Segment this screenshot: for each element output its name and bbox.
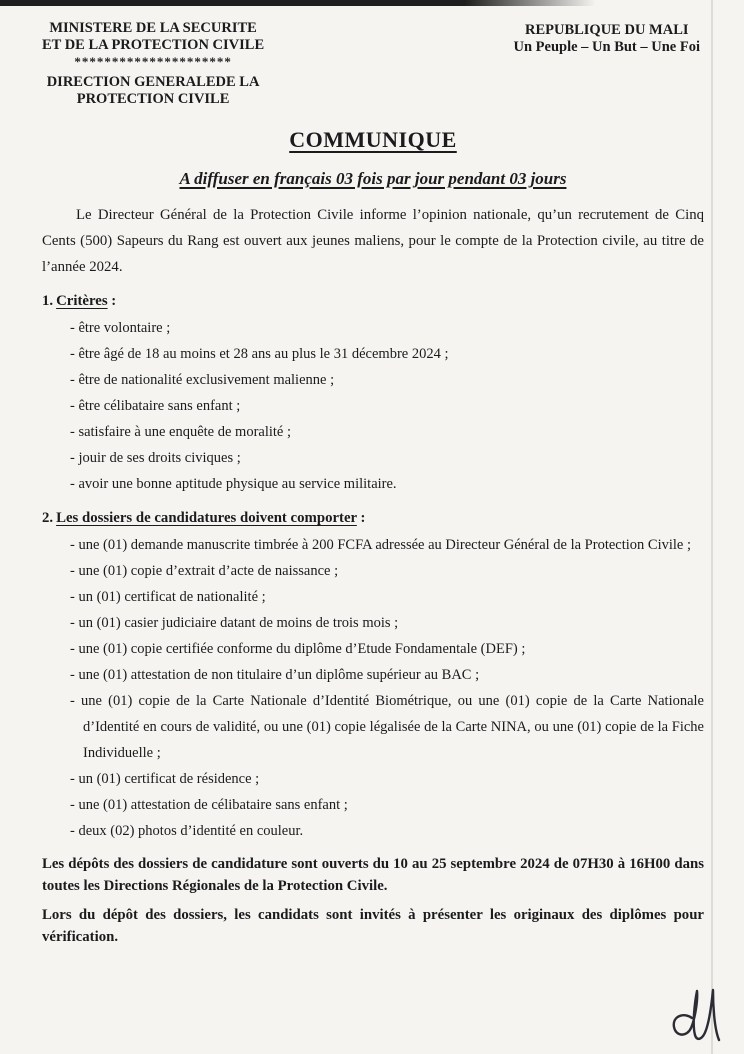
dossier-list-item: - une (01) copie de la Carte Nationale d’Identité Biométrique, ou une (01) copie de la Carte Nationale d’Identité en cours de validité, ou une (01) copie légalisée de la Carte NINA, ou une (01) copie de la Fiche Individuelle ; <box>70 692 704 761</box>
ministry-name-line1: MINISTERE DE LA SECURITE <box>49 20 257 36</box>
section-2-colon: : <box>356 509 366 526</box>
direction-name-line1: DIRECTION GENERALEDE LA <box>46 74 260 91</box>
criteria-list-item: - être célibataire sans enfant ; <box>70 397 241 414</box>
section-1-number: 1. <box>42 292 54 309</box>
section-1-colon: : <box>107 292 117 309</box>
intro-paragraph: Le Directeur Général de la Protection Civile informe l’opinion nationale, qu’un recrutement de Cinq Cents (500) Sapeurs du Rang est ouvert aux jeunes maliens, pour le compte de la Protection civile, au titre de l’année 2024. <box>42 206 704 275</box>
national-motto: Un Peuple – Un But – Une Foi <box>513 39 700 56</box>
asterisk-separator: ********************* <box>74 53 232 69</box>
dossier-list-item: - un (01) certificat de nationalité ; <box>70 588 266 605</box>
dossier-list <box>42 532 704 844</box>
criteria-list-item: - jouir de ses droits civiques ; <box>70 449 241 466</box>
section-2-title: Les dossiers de candidatures doivent comporter <box>56 509 357 526</box>
dossier-list-item: - une (01) demande manuscrite timbrée à 200 FCFA adressée au Directeur Général de la Protection Civile ; <box>70 536 692 553</box>
direction-name-line2: PROTECTION CIVILE <box>76 91 230 108</box>
section-1-title: Critères <box>56 292 108 309</box>
handwritten-initials-icon <box>654 984 734 1050</box>
dossier-list-item: - une (01) copie d’extrait d’acte de naissance ; <box>70 562 339 579</box>
deposit-period-paragraph: Les dépôts des dossiers de candidature sont ouverts du 10 au 25 septembre 2024 de 07H30 à 16H00 dans toutes les Directions Régionales de la Protection Civile. <box>42 855 704 894</box>
dossier-list-item: - une (01) attestation de non titulaire d’un diplôme supérieur au BAC ; <box>70 666 480 683</box>
section-criteria <box>42 289 704 497</box>
section-2-number: 2. <box>42 509 54 526</box>
dossier-list-item: - deux (02) photos d’identité en couleur. <box>70 822 304 839</box>
subtitle-row <box>42 168 704 190</box>
criteria-list-item: - avoir une bonne aptitude physique au service militaire. <box>70 475 397 492</box>
broadcast-instruction: A diffuser en français 03 fois par jour pendant 03 jours <box>179 168 567 188</box>
title-row <box>42 127 704 153</box>
dossier-list-item: - un (01) casier judiciaire datant de moins de trois mois ; <box>70 614 399 631</box>
dossier-list-item: - une (01) copie certifiée conforme du diplôme d’Etude Fondamentale (DEF) ; <box>70 640 526 657</box>
dossier-list-item: - une (01) attestation de célibataire sans enfant ; <box>70 796 348 813</box>
dossier-list-item: - un (01) certificat de résidence ; <box>70 770 260 787</box>
republic-block <box>513 22 704 109</box>
section-2-heading <box>42 506 704 530</box>
section-1-heading <box>42 289 704 313</box>
document-header <box>42 20 704 109</box>
republic-name: REPUBLIQUE DU MALI <box>524 22 689 38</box>
criteria-list-item: - satisfaire à une enquête de moralité ; <box>70 423 292 440</box>
page-title: COMMUNIQUE <box>289 126 457 152</box>
criteria-list-item: - être de nationalité exclusivement malienne ; <box>70 371 335 388</box>
criteria-list <box>42 315 704 497</box>
ministry-name-line2: ET DE LA PROTECTION CIVILE <box>42 37 265 54</box>
originals-verification-paragraph: Lors du dépôt des dossiers, les candidats sont invités à présenter les originaux des diplômes pour vérification. <box>42 906 704 945</box>
ministry-block <box>42 20 264 109</box>
criteria-list-item: - être volontaire ; <box>70 319 171 336</box>
section-dossier <box>42 506 704 844</box>
criteria-list-item: - être âgé de 18 au moins et 28 ans au plus le 31 décembre 2024 ; <box>70 345 449 362</box>
